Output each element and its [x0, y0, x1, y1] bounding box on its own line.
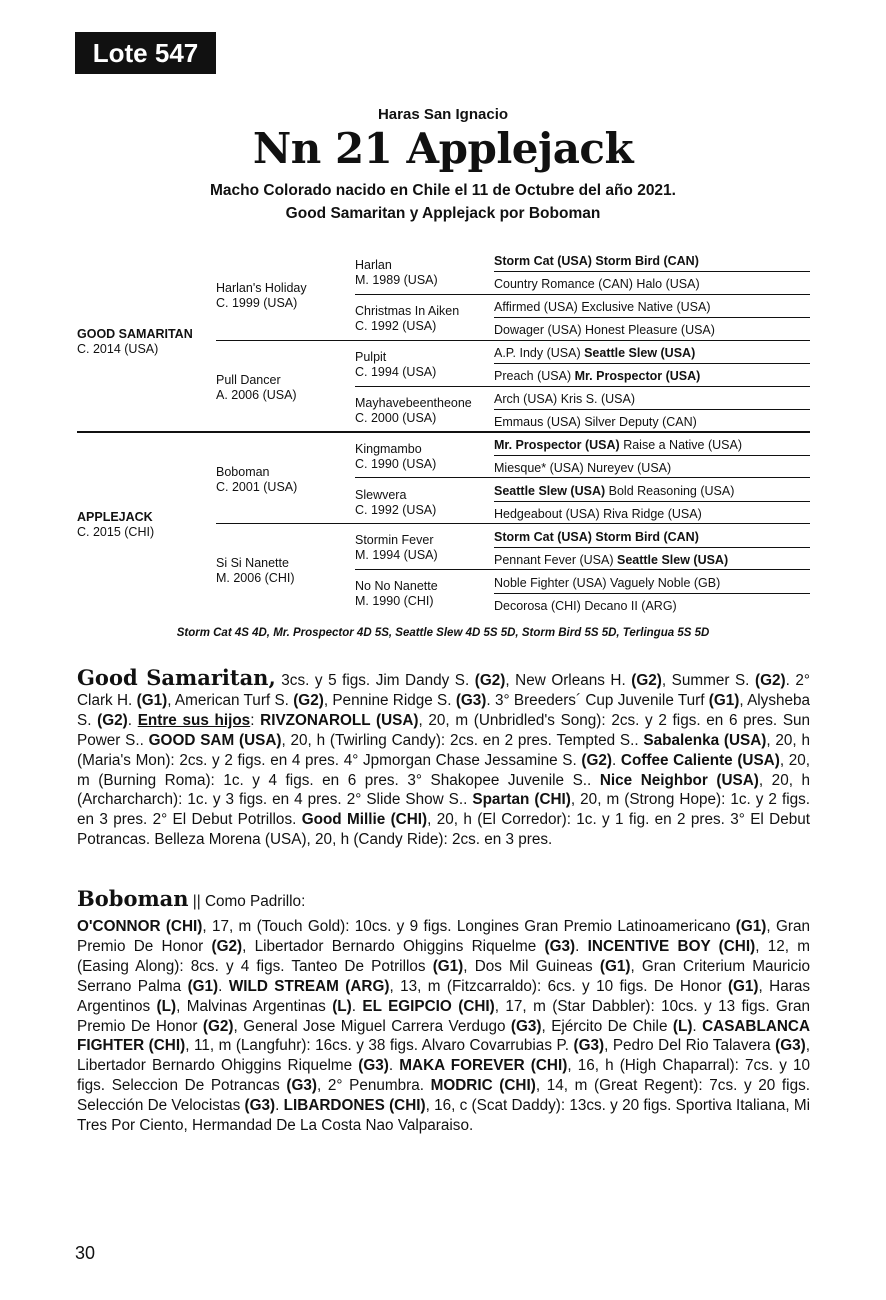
gen3-divider: [355, 386, 810, 387]
pedigree-gen3-cell: [355, 258, 438, 288]
sire-info: C. 2014 (USA): [77, 342, 159, 356]
text-run: , Dos Mil Guineas: [463, 957, 600, 975]
gen3-info: M. 1989 (USA): [355, 273, 438, 287]
text-run: , 11, m (Langfuhr): 16cs. y 38 figs. Alvaro Covarrubias P.: [185, 1037, 574, 1055]
text-run: , Gran Premio De Honor: [77, 918, 810, 955]
text-run: , 13, m (Fitzcarraldo): 6cs. y 10 figs. De Honor: [389, 977, 728, 995]
gen4-dam-sire: Honest Pleasure (USA): [585, 323, 715, 337]
inbreeding-note: Storm Cat 4S 4D, Mr. Prospector 4D 5S, Seattle Slew 4D 5S 5D, Storm Bird 5S 5D, Terlingua 5S 5D: [176, 627, 710, 639]
text-run: , 16, h (High Chaparral): 7cs. y 10 figs. Seleccion De Potrancas: [77, 1057, 810, 1095]
bold-run: (L): [332, 997, 352, 1015]
text-run: . 3° Breeders´ Cup Juvenile Turf: [486, 691, 709, 709]
gen3-divider: [355, 477, 810, 478]
bold-run: (G3): [775, 1037, 806, 1055]
gen4-ancestor: [494, 576, 720, 590]
damsire-heading-suffix: || Como Padrillo:: [188, 893, 306, 910]
bold-run: (G1): [136, 691, 168, 709]
description-line-2: Good Samaritan y Applejack por Boboman: [285, 205, 601, 222]
sire-heading: Good Samaritan,: [77, 665, 276, 690]
gen4-sire: Pennant Fever (USA): [494, 553, 614, 567]
gen4-ancestor: [494, 254, 699, 268]
text-run: 3cs. y 5 figs. Jim Dandy S.: [275, 672, 475, 689]
gen4-sire: Noble Fighter (USA): [494, 576, 607, 590]
gen2-name: Si Si Nanette: [216, 556, 289, 570]
gen4-sire: Affirmed (USA): [494, 300, 578, 314]
text-run: , Ejército De Chile: [541, 1017, 673, 1035]
bold-run: RIVZONAROLL (USA): [260, 711, 419, 729]
bold-run: (G1): [432, 957, 464, 975]
gen4-ancestor: [494, 484, 734, 498]
gen3-info: C. 1992 (USA): [355, 503, 437, 517]
bold-run: (G3): [573, 1037, 605, 1055]
lot-badge: Lote 547: [75, 32, 216, 74]
bold-run: INCENTIVE BOY (CHI): [587, 937, 756, 955]
dam-name: APPLEJACK: [77, 510, 153, 524]
gen4-divider: [494, 317, 810, 318]
text-run: , 12, m (Easing Along): 8cs. y 4 figs. Tanteo De Potrillos: [77, 937, 811, 975]
bold-run: (G3): [510, 1017, 542, 1035]
text-run: , 17, m (Star Dabbler): 10cs. y 13 figs. Gran Premio De Honor: [77, 997, 810, 1035]
gen4-divider: [494, 409, 810, 410]
gen4-ancestor: [494, 323, 715, 337]
gen2-name: Harlan's Holiday: [216, 281, 307, 295]
text-run: .: [351, 997, 363, 1015]
damsire-body: [77, 918, 810, 1134]
text-run: , Alysheba S.: [77, 691, 811, 729]
bold-run: (G2): [474, 672, 506, 689]
gen3-name: Pulpit: [355, 350, 387, 364]
gen4-sire: Decorosa (CHI): [494, 599, 581, 613]
bold-run: (G3): [244, 1097, 276, 1115]
gen4-dam-sire: Riva Ridge (USA): [603, 507, 702, 521]
bold-run: (G2): [202, 1017, 234, 1035]
bold-run: (G1): [735, 918, 767, 935]
text-run: , 14, m (Great Regent): 7cs. y 20 figs. Selección De Velocistas: [77, 1077, 810, 1115]
gen4-divider: [494, 547, 810, 548]
bold-run: (G2): [754, 672, 786, 689]
pedigree-gen3-cell: [355, 579, 438, 609]
gen4-dam-sire: Silver Deputy (CAN): [584, 415, 697, 429]
gen4-divider: [494, 271, 810, 272]
text-run: . 2° Clark H.: [77, 672, 810, 709]
gen4-divider: [494, 363, 810, 364]
bold-run: Entre sus hijos: [137, 711, 251, 729]
pedigree-table: [0, 0, 886, 640]
gen2-info: M. 2006 (CHI): [216, 571, 295, 585]
text-run: , Haras Argentinos: [77, 977, 810, 1015]
pedigree-gen3-cell: [355, 442, 436, 472]
gen3-info: C. 2000 (USA): [355, 411, 437, 425]
gen4-sire: Storm Cat (USA): [494, 254, 592, 268]
gen4-ancestor: [494, 369, 700, 383]
bold-run: (G2): [211, 937, 243, 955]
bold-run: (G1): [599, 957, 631, 975]
bold-run: (L): [156, 997, 177, 1015]
gen4-sire: Dowager (USA): [494, 323, 582, 337]
bold-run: WILD STREAM (ARG): [228, 977, 390, 995]
bold-run: (G3): [286, 1077, 317, 1095]
text-run: .: [275, 1097, 284, 1115]
bold-run: (G1): [727, 977, 759, 995]
bold-run: MAKA FOREVER (CHI): [399, 1057, 568, 1075]
text-run: .: [692, 1017, 703, 1035]
bold-run: GOOD SAM (USA): [148, 731, 282, 749]
bold-run: (G2): [631, 672, 662, 689]
text-run: , Libertador Bernardo Ohiggins Riquelme: [242, 937, 545, 955]
damsire-heading: Boboman: [77, 886, 189, 911]
gen4-dam-sire: Exclusive Native (USA): [581, 300, 711, 314]
text-run: , 16, c (Scat Daddy): 13cs. y 20 figs. Sportiva Italiana, Mi Tres Por Ciento, Hermandad De La Costa Nao Valparaiso.: [77, 1097, 811, 1135]
bold-run: Coffee Caliente (USA): [620, 751, 780, 769]
bold-run: MODRIC (CHI): [430, 1077, 536, 1095]
dam-info: C. 2015 (CHI): [77, 525, 155, 539]
gen3-name: Christmas In Aiken: [355, 304, 460, 318]
gen4-dam-sire: Storm Bird (CAN): [595, 254, 699, 268]
gen4-ancestor: [494, 346, 695, 360]
gen3-info: M. 1994 (USA): [355, 548, 438, 562]
bold-run: (G2): [581, 751, 613, 769]
text-run: , 20, h (Archarcharch): 1c. y 3 figs. en 4 pres. 2° Slide Show S..: [77, 771, 811, 809]
bold-run: (G3): [358, 1057, 389, 1075]
gen3-name: Mayhavebeentheone: [355, 396, 472, 410]
gen2-divider: [216, 523, 810, 524]
text-run: , New Orleans H.: [505, 672, 632, 689]
text-run: .: [127, 711, 138, 729]
page-number: 30: [75, 1243, 96, 1263]
gen4-ancestor: [494, 300, 711, 314]
text-run: , Malvinas Argentinas: [176, 997, 333, 1015]
text-run: , 17, m (Touch Gold): 10cs. y 9 figs. Longines Gran Premio Latinoamericano: [202, 918, 736, 935]
gen4-dam-sire: Seattle Slew (USA): [584, 346, 696, 360]
pedigree-gen2-cell: [216, 373, 297, 403]
text-run: , 20, h (Twirling Candy): 2cs. en 2 pres. Tempted S..: [281, 731, 644, 749]
text-run: , Libertador Bernardo Ohiggins Riquelme: [77, 1037, 810, 1075]
gen4-sire: A.P. Indy (USA): [494, 346, 581, 360]
bold-run: (L): [672, 1017, 693, 1035]
bold-run: O'CONNOR (CHI): [77, 918, 203, 935]
gen2-divider: [216, 340, 810, 341]
gen2-info: C. 1999 (USA): [216, 296, 298, 310]
text-run: , Pedro Del Rio Talavera: [604, 1037, 776, 1055]
pedigree-gen2-cell: [216, 281, 307, 311]
pedigree-gen2-cell: [216, 465, 297, 495]
text-run: , 20, m (Burning Roma): 1c. y 4 figs. en 6 pres. 3° Shakopee Juvenile S..: [77, 751, 810, 789]
sire-dam-divider: [77, 431, 810, 433]
bold-run: (G3): [455, 691, 487, 709]
gen4-sire: Hedgeabout (USA): [494, 507, 600, 521]
damsire-heading-row: [77, 886, 305, 911]
text-run: , Gran Criterium Mauricio Serrano Palma: [77, 957, 811, 995]
bold-run: (G1): [708, 691, 740, 709]
gen4-sire: Preach (USA): [494, 369, 572, 383]
pedigree-dam: [77, 510, 154, 540]
bold-run: Spartan (CHI): [472, 791, 571, 809]
gen4-ancestor: [494, 553, 728, 567]
bold-run: (G2): [293, 691, 324, 709]
text-run: , Summer S.: [661, 672, 755, 689]
gen4-dam-sire: Vaguely Noble (GB): [610, 576, 721, 590]
gen3-name: No No Nanette: [355, 579, 438, 593]
pedigree-gen3-cell: [355, 304, 459, 334]
gen3-divider: [355, 294, 810, 295]
gen3-name: Harlan: [355, 258, 392, 272]
gen4-sire: Mr. Prospector (USA): [494, 438, 620, 452]
pedigree-sire: [77, 327, 193, 357]
bold-run: Nice Neighbor (USA): [599, 771, 759, 789]
gen4-divider: [494, 501, 810, 502]
gen4-dam-sire: Bold Reasoning (USA): [608, 484, 735, 498]
sire-paragraph: [77, 665, 811, 850]
gen4-divider: [494, 593, 810, 594]
bold-run: (G2): [97, 711, 128, 729]
text-run: .: [612, 751, 621, 769]
gen4-sire: Storm Cat (USA): [494, 530, 592, 544]
pedigree-gen3-cell: [355, 533, 438, 563]
gen4-sire: Seattle Slew (USA): [494, 484, 606, 498]
gen3-name: Stormin Fever: [355, 533, 434, 547]
horse-name: Nn 21 Applejack: [252, 124, 634, 173]
pedigree-gen3-cell: [355, 396, 472, 426]
text-run: , 20, m (Unbridled's Song): 2cs. y 2 figs. en 6 pres. Sun Power S..: [77, 711, 811, 749]
description-line-1: Macho Colorado nacido en Chile el 11 de Octubre del año 2021.: [210, 182, 676, 199]
gen4-dam-sire: Storm Bird (CAN): [595, 530, 699, 544]
gen3-info: C. 1990 (USA): [355, 457, 437, 471]
text-run: .: [218, 977, 229, 995]
gen4-sire: Emmaus (USA): [494, 415, 581, 429]
breeder-name: Haras San Ignacio: [377, 106, 509, 123]
text-run: .: [575, 937, 588, 955]
gen3-name: Kingmambo: [355, 442, 422, 456]
text-run: , Pennine Ridge S.: [323, 691, 456, 709]
bold-run: Sabalenka (USA): [643, 731, 767, 749]
gen4-dam-sire: Mr. Prospector (USA): [574, 369, 701, 383]
bold-run: LIBARDONES (CHI): [283, 1097, 426, 1115]
gen4-divider: [494, 455, 810, 456]
gen4-ancestor: [494, 415, 697, 429]
text-run: , 20, h (Maria's Mon): 2cs. y 2 figs. en 4 pres. 4° Jpmorgan Chase Jessamine S.: [77, 731, 810, 769]
sire-body: [77, 672, 810, 848]
bold-run: (G1): [187, 977, 219, 995]
text-run: , General Jose Miguel Carrera Verdugo: [233, 1017, 511, 1035]
gen4-sire: Arch (USA): [494, 392, 558, 406]
gen4-dam-sire: Nureyev (USA): [587, 461, 672, 475]
gen4-ancestor: [494, 392, 635, 406]
pedigree-gen2-cell: [216, 556, 295, 586]
gen4-ancestor: [494, 599, 677, 613]
gen3-info: C. 1994 (USA): [355, 365, 437, 379]
gen4-ancestor: [494, 507, 702, 521]
gen4-ancestor: [494, 277, 700, 291]
gen2-info: A. 2006 (USA): [216, 388, 297, 402]
gen3-name: Slewvera: [355, 488, 407, 502]
gen4-dam-sire: Raise a Native (USA): [623, 438, 742, 452]
gen4-dam-sire: Kris S. (USA): [560, 392, 635, 406]
gen4-sire: Country Romance (CAN): [494, 277, 633, 291]
text-run: , 2° Penumbra.: [316, 1077, 431, 1095]
text-run: .: [388, 1057, 400, 1075]
gen2-info: C. 2001 (USA): [216, 480, 298, 494]
pedigree-gen3-cell: [355, 488, 436, 518]
text-run: :: [250, 711, 261, 729]
pedigree-gen3-cell: [355, 350, 436, 380]
gen4-ancestor: [494, 438, 742, 452]
sire-name: GOOD SAMARITAN: [77, 327, 193, 341]
gen2-name: Boboman: [216, 465, 270, 479]
damsire-paragraph: [77, 917, 810, 1136]
gen4-dam-sire: Decano II (ARG): [584, 599, 677, 613]
bold-run: CASABLANCA FIGHTER (CHI): [77, 1017, 811, 1055]
gen3-info: C. 1992 (USA): [355, 319, 437, 333]
gen4-sire: Miesque* (USA): [494, 461, 584, 475]
text-run: , American Turf S.: [167, 691, 294, 709]
gen4-dam-sire: Seattle Slew (USA): [616, 553, 729, 567]
gen3-divider: [355, 569, 810, 570]
bold-run: (G3): [544, 937, 576, 955]
bold-run: Good Millie (CHI): [301, 811, 428, 829]
text-run: , 20, h (El Corredor): 1c. y 1 fig. en 2 pres. 3° El Debut Potrancas. Belleza Morena (USA), 20, h (Candy Ride): 2cs. en 3 pres.: [77, 811, 811, 849]
gen4-ancestor: [494, 530, 699, 544]
gen4-dam-sire: Halo (USA): [636, 277, 700, 291]
text-run: , 20, m (Strong Hope): 1c. y 2 figs. en 3 pres. 2° El Debut Potrillos.: [77, 791, 811, 829]
gen4-ancestor: [494, 461, 671, 475]
gen3-info: M. 1990 (CHI): [355, 594, 434, 608]
gen2-name: Pull Dancer: [216, 373, 281, 387]
bold-run: EL EGIPCIO (CHI): [362, 997, 495, 1015]
